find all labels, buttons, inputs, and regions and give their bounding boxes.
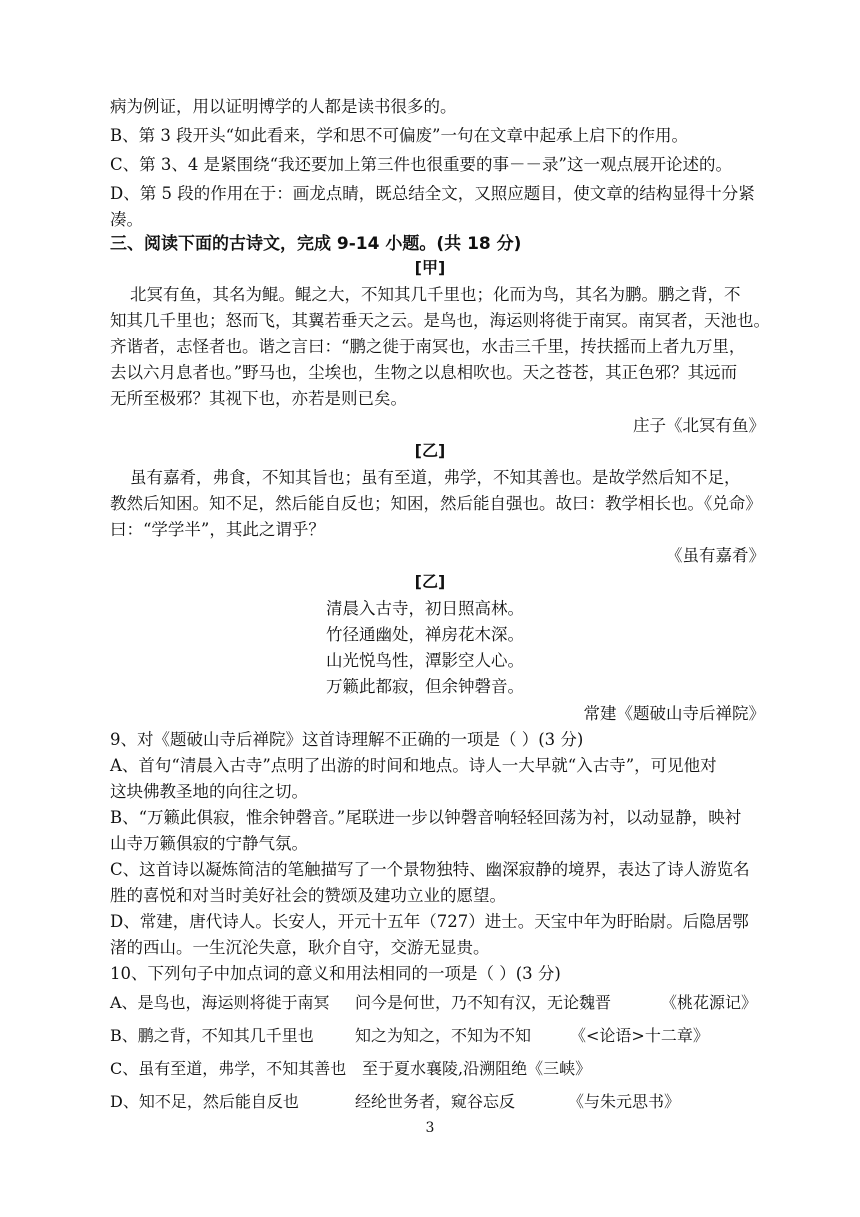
q9-option-b-cont: 山寺万籁俱寂的宁静气氛。 — [110, 834, 308, 853]
q9-option-c: C、这首诗以凝炼简洁的笔触描写了一个景物独特、幽深寂静的境界，表达了诗人游览名 — [110, 860, 750, 879]
q9-option-d: D、常建，唐代诗人。长安人，开元十五年（727）进士。天宝中年为盱眙尉。后隐居鄂 — [110, 912, 749, 931]
option-d-line-cont: 凑。 — [110, 210, 143, 229]
q10-option-a-compare: 问今是何世，乃不知有汉，无论魏晋 — [355, 993, 612, 1012]
jia-line: 无所至极邪？其视下也，亦若是则已矣。 — [110, 389, 407, 408]
q10-option-b-text: B、鹏之背，不知其几千里也 — [110, 1026, 314, 1045]
q9-option-c-cont: 胜的喜悦和对当时美好社会的赞颂及建功立业的愿望。 — [110, 886, 506, 905]
yi-line: 曰：“学学半”，其此之谓乎？ — [110, 520, 325, 539]
jia-line: 北冥有鱼，其名为鲲。鲲之大，不知其几千里也；化而为鸟，其名为鹏。鹏之背，不 — [130, 285, 741, 304]
q10-option-d-text: D、知不足，然后能自反也 — [110, 1092, 299, 1111]
q10-option-c — [110, 1056, 346, 1082]
text-line: 病为例证，用以证明博学的人都是读书很多的。 — [110, 97, 457, 116]
poem-line: 万籁此都寂，但余钟磬音。 — [326, 677, 524, 696]
q9-option-d-cont: 渚的西山。一生沉沦失意，耿介自守，交游无显贵。 — [110, 938, 490, 957]
q9-option-a: A、首句“清晨入古寺”点明了出游的时间和地点。诗人一大早就“入古寺”，可见他对 — [110, 756, 717, 775]
label-yi: [乙] — [414, 441, 446, 460]
q10-option-b — [110, 1023, 314, 1049]
q10-option-a — [110, 990, 330, 1016]
label-poem: [乙] — [414, 572, 446, 591]
q10-option-d-compare: 经纶世务者，窥谷忘反 — [355, 1092, 516, 1111]
q10-option-a-source: 《桃花源记》 — [661, 993, 758, 1012]
option-b-line: B、第 3 段开头“如此看来，学和思不可偏废”一句在文章中起承上启下的作用。 — [110, 126, 688, 145]
poem-line: 清晨入古寺，初日照高林。 — [326, 599, 524, 618]
q10-option-a-text: A、是鸟也，海运则将徙于南冥 — [110, 993, 330, 1012]
q10-option-d — [110, 1089, 299, 1115]
page-number: 3 — [425, 1120, 435, 1136]
q10-option-d-source: 《与朱元思书》 — [568, 1092, 681, 1111]
yi-line: 教然后知困。知不足，然后能自反也；知困，然后能自强也。故曰：教学相长也。《兑命》 — [110, 494, 762, 513]
q10-option-c-text: C、虽有至道，弗学，不知其善也 — [110, 1059, 347, 1078]
yi-line: 虽有嘉肴，弗食，不知其旨也；虽有至道，弗学，不知其善也。是故学然后知不足， — [130, 468, 741, 487]
q10-option-c-compare: 至于夏水襄陵,沿溯阻绝《三峡》 — [362, 1059, 592, 1078]
label-jia: [甲] — [414, 258, 446, 277]
question-10-stem: 10、下列句子中加点词的意义和用法相同的一项是（ ）(3 分) — [110, 964, 561, 983]
poem-line: 山光悦鸟性，潭影空人心。 — [326, 651, 524, 670]
poem-source: 常建《题破山寺后禅院》 — [583, 704, 765, 723]
q9-option-b: B、“万籁此俱寂，惟余钟磬音。”尾联进一步以钟磬音响轻轻回荡为衬，以动显静，映衬 — [110, 808, 742, 827]
option-d-line: D、第 5 段的作用在于：画龙点睛，既总结全文，又照应题目，使文章的结构显得十分紧 — [110, 184, 755, 203]
q9-option-a-cont: 这块佛教圣地的向往之切。 — [110, 782, 308, 801]
jia-line: 去以六月息者也。”野马也，尘埃也，生物之以息相吹也。天之苍苍，其正色邪？其远而 — [110, 363, 738, 382]
yi-source: 《虽有嘉肴》 — [666, 546, 765, 565]
section-heading: 三、阅读下面的古诗文，完成 9-14 小题。(共 18 分) — [110, 234, 522, 254]
jia-line: 齐谐者，志怪者也。谐之言曰：“鹏之徙于南冥也，水击三千里，抟扶摇而上者九万里， — [110, 337, 746, 356]
jia-line: 知其几千里也；怒而飞，其翼若垂天之云。是鸟也，海运则将徙于南冥。南冥者，天池也。 — [110, 311, 770, 330]
question-9-stem: 9、对《题破山寺后禅院》这首诗理解不正确的一项是（ ）(3 分) — [110, 730, 584, 749]
jia-source: 庄子《北冥有鱼》 — [633, 416, 765, 435]
q10-option-b-source: 《<论语>十二章》 — [570, 1026, 709, 1045]
q10-option-b-compare: 知之为知之，不知为不知 — [355, 1026, 532, 1045]
poem-line: 竹径通幽处，禅房花木深。 — [326, 625, 524, 644]
option-c-line: C、第 3、4 是紧围绕“我还要加上第三件也很重要的事－－录”这一观点展开论述的。 — [110, 155, 732, 174]
